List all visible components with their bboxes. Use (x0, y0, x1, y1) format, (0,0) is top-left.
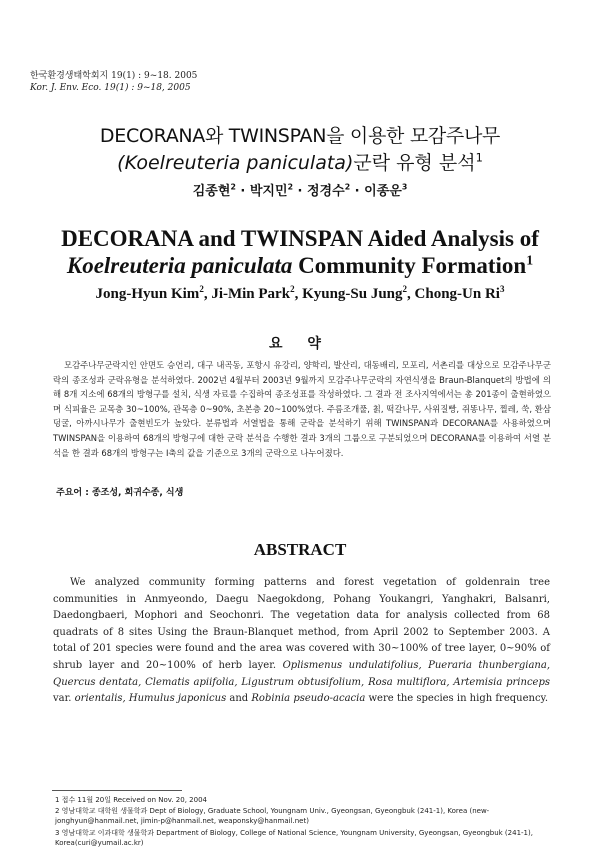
footnote-3: 3 영남대학교 이과대학 생물학과 Department of Biology, College of National Science, Youngnam University, Gyeongsan, Gyeongbuk (241-1), Korea(curi@yumail.ac.kr) (55, 829, 533, 847)
author-separator: , (203, 286, 212, 302)
footnote-2: 2 영남대학교 대학원 생물학과 Dept of Biology, Graduate School, Youngnam Univ., Gyeongsan, Gyeongbuk (241-1), Korea (new-jonghyun@hanmail.net, jimin-p@hanmail.net, weaponsky@hanmail.net) (55, 807, 490, 825)
author-separator: , (407, 286, 415, 302)
journal-citation-english: Kor. J. Env. Eco. 19(1) : 9~18, 2005 (30, 83, 191, 93)
english-author-affiliation: 2 (199, 284, 204, 294)
korean-author-affiliation: 3 (401, 182, 408, 192)
english-author: Kyung-Su Jung (302, 286, 403, 302)
english-author-affiliation: 2 (402, 284, 408, 294)
korean-author: 김종현 (192, 184, 231, 199)
author-separator: · (350, 184, 365, 199)
korean-author-affiliation: 2 (287, 182, 293, 192)
english-title-line2 (0, 253, 600, 279)
korean-author: 정경수 (307, 184, 345, 199)
english-title-rest: Community Formation (292, 253, 527, 278)
author-separator: · (235, 184, 250, 199)
korean-abstract-text: 모감주나무군락지인 안면도 승언리, 대구 내곡동, 포항시 유강리, 양학리, 발산리, 대동배리, 모포리, 서촌리를 대상으로 모감주나무군락의 종조성과 군락유형을 분석하였다. 2002년 4월부터 2003년 9월까지 모감주나무군락의 자연식생을 Braun-Blanquet의 방법에 의해 8개 지소에 68개의 방형구를 설치, 식생 자료를 수집하여 종조성표를 작성하였다. 그 결과 전 조사지역에서는 총 201종이 출현하였으며 식피율은 교목층 30~100%, 관목층 0~90%, 초본층 20~100%였다. 주름조개풀, 칡, 떡갈나무, 사위질빵, 쥐똥나무, 찔레, 쑥, 환삼덩굴, 아까시나무가 출현빈도가 높았다. 분류법과 서열법을 통해 군락을 분석하기 위해 TWINSPAN과 DECORANA를 사용하였으며 TWINSPAN을 이용하여 68개의 방형구에 대한 군락 분석을 수행한 결과 3개의 그룹으로 구분되었으며 DECORANA를 이용하여 서열 분석을 한 결과 68개의 방형구는 I축의 값을 기준으로 3개의 군락으로 나누어졌다. (53, 360, 551, 458)
english-authors (0, 286, 600, 303)
english-author: Chong-Un Ri (414, 286, 500, 302)
author-separator: · (293, 184, 307, 199)
korean-keywords: 주요어 : 종조성, 희귀수종, 식생 (56, 488, 184, 498)
author-separator: , (294, 286, 303, 302)
abstract-species-list: Oplismenus undulatifolius, Pueraria thunbergiana, Quercus dentata, Clematis apiifolia, Ligustrum obtusifolium, Rosa multiflora, Artemisia princeps (53, 659, 550, 688)
korean-title-line1: DECORANA와 TWINSPAN을 이용한 모감주나무 (99, 125, 501, 147)
korean-title-species: (Koelreuteria paniculata) (117, 152, 354, 174)
english-author: Ji-Min Park (211, 286, 291, 302)
korean-author-affiliation: 2 (344, 182, 351, 192)
abstract-species-list: Robinia pseudo-acacia (251, 693, 366, 705)
korean-author: 박지민 (249, 184, 288, 199)
english-author: Jong-Hyun Kim (95, 286, 200, 302)
korean-author: 이종운 (364, 184, 402, 199)
english-abstract-text (53, 575, 550, 708)
footnote-divider (52, 790, 182, 791)
journal-header (30, 70, 197, 94)
korean-title-rest: 군락 유형 분석 (353, 152, 476, 174)
korean-abstract-heading: 요 약 (269, 336, 331, 352)
abstract-text-part: were the species in high frequency. (365, 693, 549, 705)
english-title-line1: DECORANA and TWINSPAN Aided Analysis of (61, 226, 539, 251)
abstract-text-part: We analyzed community forming patterns and forest vegetation of goldenrain tree communities in Anmyeondo, Daegu Naegokdong, Pohang Youkangri, Yanghakri, Balsanri, Daedongbaeri, Mophori and Seochonri. The vegetation data for analysis collected from 68 quadrats of 8 sites Using the Braun-Blanquet method, from April 2002 to September 2003. A total of 201 species were found and the area was covered with 30~100% of tree layer, 0~90% of shrub layer and 20~100% of herb layer. (53, 577, 550, 671)
korean-abstract (53, 358, 551, 460)
journal-citation-korean: 한국환경생태학회지 19(1) : 9~18. 2005 (30, 71, 198, 81)
english-title-footnote-mark: 1 (526, 252, 534, 268)
korean-title-footnote-mark: 1 (475, 150, 483, 165)
korean-authors (0, 180, 600, 199)
abstract-heading: ABSTRACT (253, 540, 347, 559)
abstract-text-part: and (226, 693, 252, 705)
english-author-affiliation: 3 (499, 284, 505, 294)
abstract-species-list: orientalis, Humulus japonicus (74, 693, 227, 705)
korean-title-line2 (0, 148, 600, 175)
korean-author-affiliation: 2 (230, 182, 236, 192)
english-title-species: Koelreuteria paniculata (66, 253, 293, 278)
english-author-affiliation: 2 (290, 284, 295, 294)
footnote-1: 1 접수 11월 20일 Received on Nov. 20, 2004 (55, 796, 207, 804)
english-abstract (53, 575, 550, 708)
abstract-text-part: var. (53, 693, 75, 705)
